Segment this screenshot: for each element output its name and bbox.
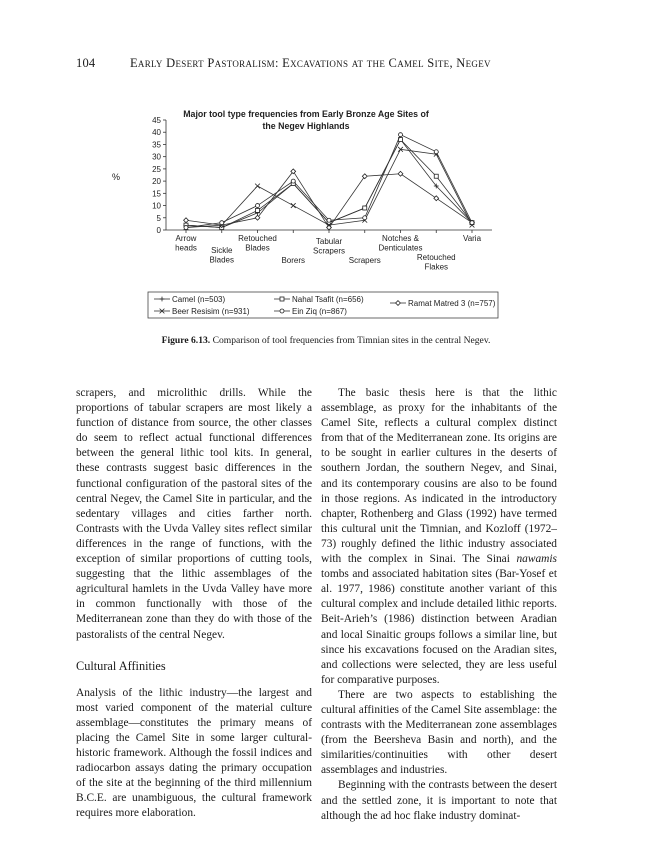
x-tick-label: Arrow	[175, 234, 197, 243]
legend-entry: Beer Resisim (n=931)	[172, 307, 250, 316]
series-5-point	[434, 150, 438, 154]
legend-marker-sq	[280, 297, 284, 301]
series-5-point	[399, 133, 403, 137]
x-tick-label: Flakes	[424, 262, 449, 272]
series-5-point-ci	[184, 226, 188, 230]
x-tick-label: Sickle	[211, 246, 233, 255]
series-4-point	[255, 184, 260, 189]
series-3-point	[362, 174, 367, 179]
legend-entry: Ramat Matred 3 (n=757)	[408, 299, 496, 308]
series-3-point	[398, 171, 403, 176]
series-5-point	[363, 216, 367, 220]
legend-entry: Ein Ziq (n=867)	[292, 307, 347, 316]
series-2-point	[434, 174, 438, 178]
right-paragraph-1	[321, 386, 557, 688]
series-5-point	[327, 218, 331, 222]
right-paragraph-1-italic: nawamis	[516, 553, 557, 566]
series-5-point-ci	[399, 133, 403, 137]
figure-label: Figure 6.13.	[161, 335, 211, 346]
series-5-point-ci	[434, 150, 438, 154]
tool-frequency-chart	[100, 100, 550, 330]
series-3-point-dm	[398, 171, 403, 176]
left-column	[76, 386, 312, 822]
y-tick-label: 40	[152, 128, 161, 138]
series-5-point-ci	[291, 179, 295, 183]
y-tick-label: 45	[152, 116, 161, 125]
series-4-line	[186, 149, 472, 227]
x-tick-label: Scrapers	[348, 256, 381, 265]
figure-caption	[76, 335, 576, 346]
series-3-point	[184, 218, 189, 223]
series-2-point-sq	[363, 206, 367, 210]
series-2-point	[363, 206, 367, 210]
running-title: Early Desert Pastoralism: Excavations at the Camel Site, Negev	[130, 56, 491, 70]
x-tick-label: Notches &	[382, 234, 419, 243]
series-5-point	[470, 221, 474, 225]
series-1-line	[186, 140, 472, 228]
y-tick-label: 5	[156, 213, 161, 223]
right-paragraph-2: There are two aspects to establishing the cultural affinities of the Camel Site assemblage: the contrasts with the Mediterranean zone assemblages (from the Beersheva Basin and north), and the similarities/continuities with other desert assemblages and industries.	[321, 688, 557, 777]
x-tick-label: Denticulates	[378, 243, 423, 253]
series-5-point	[184, 226, 188, 230]
series-2-point-sq	[256, 208, 260, 212]
right-paragraph-3: Beginning with the contrasts between the desert and the settled zone, it is important to note that although the ad hoc flake industry dominat-	[321, 779, 557, 822]
y-tick-label: 15	[152, 189, 161, 199]
series-5-point-ci	[470, 221, 474, 225]
y-tick-label: 20	[152, 177, 161, 187]
legend-entry: Camel (n=503)	[172, 295, 226, 304]
x-tick-label: Retouched	[416, 253, 456, 262]
series-5-point-ci	[363, 216, 367, 220]
y-tick-label: 35	[152, 140, 161, 150]
x-tick-label: Tabular	[315, 237, 343, 246]
series-2-point	[256, 208, 260, 212]
legend-marker	[280, 297, 284, 301]
x-tick-label: heads	[175, 243, 197, 253]
right-paragraph-1-b: tombs and associated habitation sites (Bar-Yosef et al. 1977, 1986) constitute another variant of this cultural complex and include detailed lithic reports. Beit-Arieh’s (1986) distinction between Aradian and local Sinaitic groups follows a similar line, but since his excavations focused on the Aradian sites, and collections were selected, they are less useful for comparative purposes.	[321, 568, 557, 686]
y-tick-label: 25	[152, 164, 161, 174]
series-3-point	[327, 225, 332, 230]
x-tick-label: Blades	[245, 243, 270, 253]
series-3-point-dm	[327, 225, 332, 230]
series-5-point-ci	[220, 221, 224, 225]
left-paragraph-1: scrapers, and microlithic drills. While the proportions of tabular scrapers are most likely a function of distance from source, the other classes do seem to reflect actual functional differences between the general lithic tool kits. In general, these contrasts suggest basic differences in the functional configuration of the pastoral sites of the central Negev, the Camel Site in particular, and the sedentary villages and cities farther north. Contrasts with the Uvda Valley sites reflect similar differences in the range of functions, with the exception of similar proportions of cutting tools, suggesting that the lithic assemblages of the agricultural hamlets in the Uvda Valley have more in common functionally with those of the Mediterranean zone than they do with those of the pastoralists of the central Negev.	[76, 387, 312, 641]
series-2-line	[186, 140, 472, 228]
y-tick-label: 30	[152, 152, 161, 162]
x-tick-label: Varia	[462, 234, 482, 243]
legend-entry: Nahal Tsafit (n=656)	[292, 295, 364, 304]
x-tick-label: Retouched	[238, 234, 277, 243]
y-tick-label: 0	[156, 226, 161, 235]
series-5-point	[291, 179, 295, 183]
series-5-line	[186, 135, 472, 228]
series-3-point-dm	[184, 218, 189, 223]
series-5-point	[256, 204, 260, 208]
section-heading: Cultural Affinities	[76, 658, 166, 673]
series-3-point	[434, 196, 439, 201]
series-3-point-dm	[434, 196, 439, 201]
x-tick-label: Scrapers	[312, 246, 346, 256]
series-2-point-sq	[434, 174, 438, 178]
series-5-point	[220, 221, 224, 225]
chart-title-line: Major tool type frequencies from Early Bronze Age Sites of	[183, 109, 429, 119]
series-4-point	[291, 203, 296, 208]
page-number: 104	[76, 56, 96, 70]
x-tick-label: Blades	[209, 255, 234, 265]
right-paragraph-1-a: The basic thesis here is that the lithic assemblage, as proxy for the inhabitants of the Camel Site, reflects a cultural complex distinct from that of the Mediterranean zone. Its origins are to be sought in earlier cultures in the deserts of southern Jordan, the southern Negev, and Sinai, and its contemporary cousins are also to be found in those regions. As indicated in the introductory chapter, Rothenberg and Glass (1992) have termed this cultural unit the Timnian, and Kozloff (1972–73) roughly defined the lithic industry associated with the complex in Sinai. The Sinai	[321, 387, 557, 566]
legend-marker	[280, 309, 284, 313]
right-column	[321, 386, 557, 824]
chart-title-line: the Negev Highlands	[262, 121, 350, 131]
series-5-point-ci	[327, 218, 331, 222]
figure-caption-text: Comparison of tool frequencies from Timnian sites in the central Negev.	[210, 335, 491, 346]
series-3-point-dm	[362, 174, 367, 179]
legend-marker-ci	[280, 309, 284, 313]
left-paragraph-2: Analysis of the lithic industry—the largest and most varied component of the material culture assemblage—constitutes the primary means of placing the Camel Site in some larger cultural-historic framework. Although the fossil indices and radiocarbon assays dating the primary occupation of the site at the beginning of the third millennium B.C.E. are unambiguous, the cultural framework requires more elaboration.	[76, 686, 312, 820]
y-tick-label: 10	[152, 201, 161, 211]
y-axis-label: %	[111, 172, 121, 183]
x-tick-label: Borers	[281, 256, 306, 265]
series-5-point-ci	[256, 204, 260, 208]
chart-svg	[100, 100, 550, 330]
